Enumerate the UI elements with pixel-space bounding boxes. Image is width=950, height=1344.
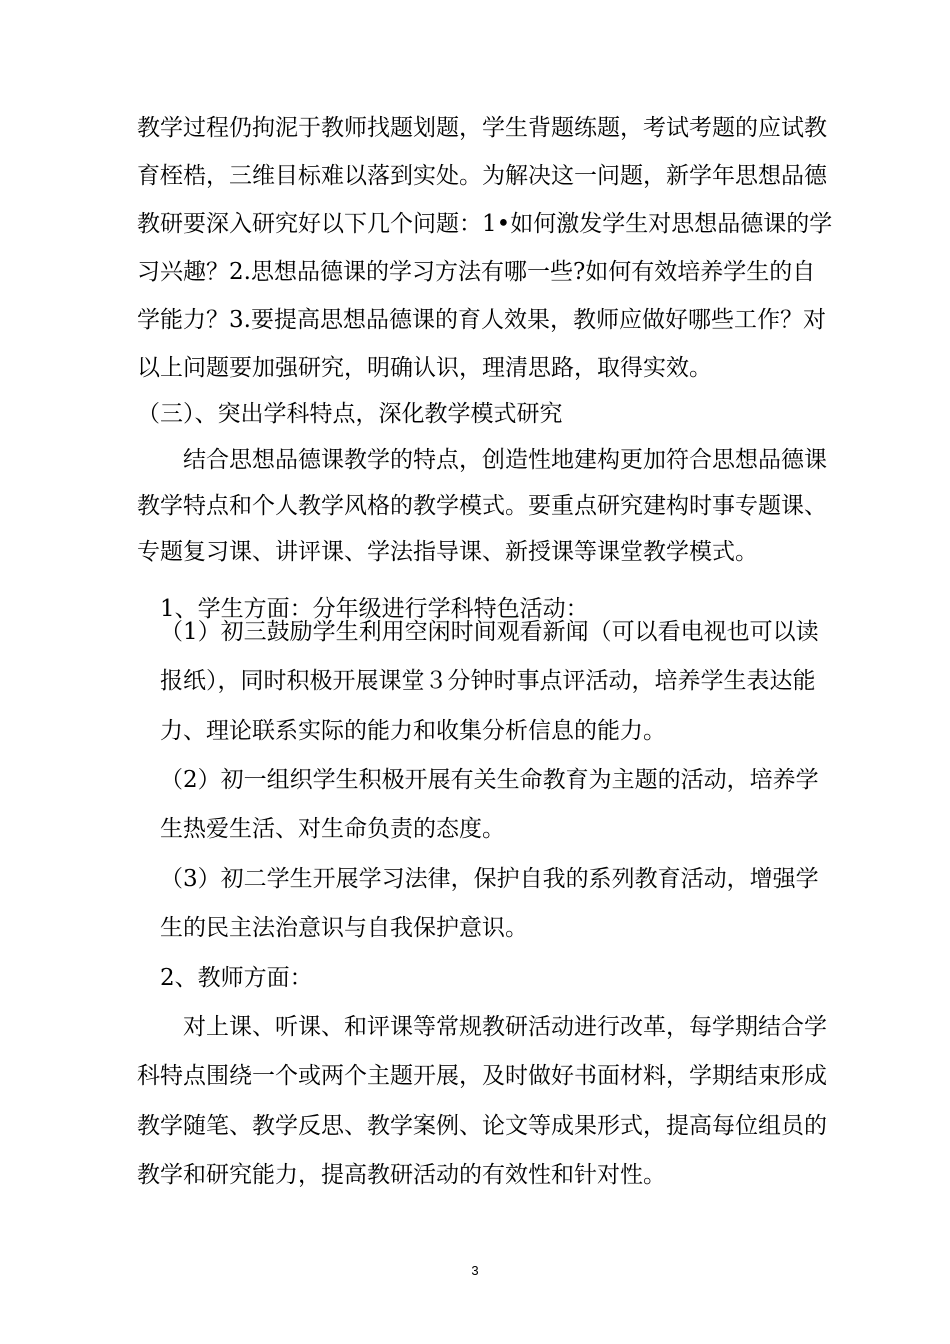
list-item-line: （3）初二学生开展学习法律，保护自我的系列教育活动，增强学 xyxy=(160,866,819,892)
section-heading: （三）、突出学科特点，深化教学模式研究 xyxy=(137,401,563,427)
page-number: 3 xyxy=(471,1263,479,1278)
list-item-line: （1）初三鼓励学生利用空闲时间观看新闻（可以看电视也可以读 xyxy=(160,619,819,645)
paragraph-line: 教学特点和个人教学风格的教学模式。要重点研究建构时事专题课、 xyxy=(137,493,827,519)
subheading-students: 1、学生方面：分年级进行学科特色活动： xyxy=(160,596,589,622)
paragraph-line: 教研要深入研究好以下几个问题：1•如何激发学生对思想品德课的学 xyxy=(137,211,833,237)
paragraph-line: 教学随笔、教学反思、教学案例、论文等成果形式，提高每位组员的 xyxy=(137,1113,827,1139)
list-item-line: 生的民主法治意识与自我保护意识。 xyxy=(160,915,528,941)
paragraph-line: 以上问题要加强研究，明确认识，理清思路，取得实效。 xyxy=(137,355,712,381)
list-item-line: 力、理论联系实际的能力和收集分析信息的能力。 xyxy=(160,718,666,744)
paragraph-line: 科特点围绕一个或两个主题开展，及时做好书面材料，学期结束形成 xyxy=(137,1063,827,1089)
subheading-teachers: 2、教师方面： xyxy=(160,965,313,991)
paragraph-line: 学能力？3.要提高思想品德课的育人效果，教师应做好哪些工作？对 xyxy=(137,307,826,333)
paragraph-line: 教学过程仍拘泥于教师找题划题，学生背题练题，考试考题的应试教 xyxy=(137,115,827,141)
paragraph-line: 对上课、听课、和评课等常规教研活动进行改革，每学期结合学 xyxy=(183,1014,827,1040)
list-item-line: 生热爱生活、对生命负责的态度。 xyxy=(160,816,505,842)
paragraph-line: 育桎梏，三维目标难以落到实处。为解决这一问题，新学年思想品德 xyxy=(137,163,827,189)
paragraph-line: 教学和研究能力，提高教研活动的有效性和针对性。 xyxy=(137,1162,666,1188)
paragraph-line: 专题复习课、讲评课、学法指导课、新授课等课堂教学模式。 xyxy=(137,539,758,565)
paragraph-line: 习兴趣？2.思想品德课的学习方法有哪一些?如何有效培养学生的自 xyxy=(137,259,816,285)
list-item-line: （2）初一组织学生积极开展有关生命教育为主题的活动，培养学 xyxy=(160,767,819,793)
list-item-line: 报纸），同时积极开展课堂３分钟时事点评活动，培养学生表达能 xyxy=(160,668,816,694)
paragraph-line: 结合思想品德课教学的特点，创造性地建构更加符合思想品德课 xyxy=(183,447,827,473)
